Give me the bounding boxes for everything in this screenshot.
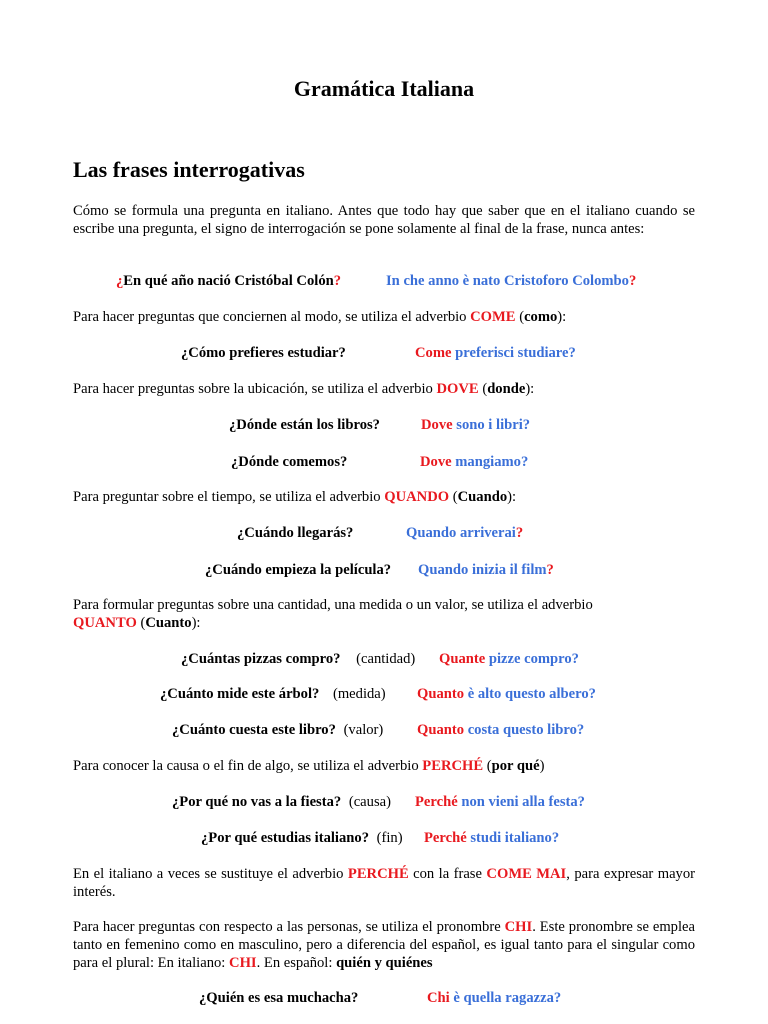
example-it-text: preferisci studiare?	[451, 345, 576, 361]
paren-close: )	[539, 758, 545, 774]
question-mark-open: ¿	[116, 273, 124, 289]
dove-text: Para hacer preguntas sobre la ubicación, se utiliza el adverbio	[73, 381, 433, 397]
translation-cuando: Cuando	[457, 489, 508, 505]
keyword-perche: PERCHÉ	[347, 866, 409, 882]
example-es-text: ¿Cuánto mide este árbol?	[160, 686, 320, 702]
keyword-quando: QUANDO	[384, 489, 450, 505]
chi-text: Para hacer preguntas con respecto a las personas, se utiliza el pronombre	[73, 919, 501, 935]
example-keyword: Quanto	[417, 722, 465, 738]
example-perche1-it	[415, 793, 585, 811]
translation-como: como	[524, 309, 558, 325]
come-mai-text: En el italiano a veces se sustituye el adverbio	[73, 866, 344, 882]
example-it-text: Quando arriverai	[406, 525, 516, 541]
example-it-text: studi italiano?	[466, 830, 560, 846]
perche-paragraph	[73, 757, 695, 775]
example-note: (fin)	[376, 830, 403, 846]
example-chi-it	[427, 989, 561, 1007]
example-perche2-it	[424, 829, 559, 847]
translation-quien: quién y quiénes	[336, 955, 433, 971]
example-quando2-it	[418, 561, 554, 579]
perche-text: Para conocer la causa o el fin de algo, se utiliza el adverbio	[73, 758, 419, 774]
example-it-text: sono i libri?	[452, 417, 531, 433]
question-mark-it: ?	[546, 562, 554, 578]
example-it-text: è quella ragazza?	[449, 990, 562, 1006]
example-chi-es: ¿Quién es esa muchacha?	[199, 990, 359, 1006]
example-it-text: Quando inizia il film	[418, 562, 547, 578]
example-quanto3-it	[417, 721, 584, 739]
quando-text: Para preguntar sobre el tiempo, se utiliza el adverbio	[73, 489, 381, 505]
example-it-text: In che anno è nato Cristoforo Colombo	[386, 273, 629, 289]
example-quanto2-es	[160, 685, 386, 703]
example-quando1-it	[406, 524, 523, 542]
example-keyword: Dove	[420, 454, 452, 470]
paren-open: (	[486, 758, 492, 774]
example-es-text: ¿Cuántas pizzas compro?	[181, 651, 341, 667]
question-mark-it: ?	[628, 273, 637, 289]
example-note: (causa)	[348, 794, 391, 810]
example-it-text: costa questo libro?	[464, 722, 585, 738]
example-it-text: non vieni alla festa?	[457, 794, 585, 810]
keyword-quanto: QUANTO	[73, 615, 137, 631]
quanto-paragraph	[73, 596, 695, 632]
example-keyword: Dove	[421, 417, 453, 433]
example-dove1-es: ¿Dónde están los libros?	[229, 417, 380, 433]
section-heading: Las frases interrogativas	[73, 157, 305, 182]
come-paragraph	[73, 308, 695, 326]
chi-text: . Este pronombre se emplea tanto en femenino como en masculino, pero a diferencia del español, es igual tanto para el singular como para el plural: En italiano:	[73, 919, 695, 971]
paren-close: ):	[191, 615, 201, 631]
example-note: (cantidad)	[356, 651, 416, 667]
keyword-come-mai: COME MAI	[486, 866, 567, 882]
example-it-text: è alto questo albero?	[464, 686, 596, 702]
example-keyword: Quanto	[417, 686, 465, 702]
quanto-text: Para formular preguntas sobre una cantidad, una medida o un valor, se utiliza el adverbio	[73, 597, 593, 613]
translation-por-que: por qué	[491, 758, 540, 774]
keyword-come: COME	[470, 309, 516, 325]
paren-open: (	[140, 615, 146, 631]
example-note: (medida)	[332, 686, 386, 702]
example-quando1-es: ¿Cuándo llegarás?	[237, 525, 354, 541]
example-keyword: Come	[415, 345, 452, 361]
keyword-chi: CHI	[504, 919, 533, 935]
example-es-text: En qué año nació Cristóbal Colón	[123, 273, 334, 289]
keyword-dove: DOVE	[436, 381, 479, 397]
paren-open: (	[519, 309, 525, 325]
example-keyword: Perché	[415, 794, 458, 810]
intro-paragraph: Cómo se formula una pregunta en italiano. Antes que todo hay que saber que en el italiano cuando se escribe una pregunta, el signo de interrogación se pone solamente al final de la frase, nunca antes:	[73, 203, 695, 237]
example-dove1-it	[421, 416, 530, 434]
example-quanto1-es	[181, 650, 415, 668]
example-dove2-es: ¿Dónde comemos?	[231, 454, 348, 470]
example-it-text: mangiamo?	[451, 454, 529, 470]
example-es-text: ¿Por qué estudias italiano?	[201, 830, 369, 846]
example-keyword: Perché	[424, 830, 467, 846]
example-quanto1-it	[439, 650, 579, 668]
paren-close: ):	[557, 309, 567, 325]
chi-paragraph	[73, 918, 695, 972]
dove-paragraph	[73, 380, 695, 398]
example-es-text: ¿Por qué no vas a la fiesta?	[172, 794, 342, 810]
example-it-text: pizze compro?	[485, 651, 579, 667]
translation-donde: donde	[487, 381, 526, 397]
example-keyword: Quante	[439, 651, 486, 667]
come-mai-paragraph	[73, 865, 695, 901]
paren-open: (	[452, 489, 458, 505]
quando-paragraph	[73, 488, 695, 506]
paren-open: (	[482, 381, 488, 397]
example-perche1-es	[172, 793, 391, 811]
example-perche2-es	[201, 829, 403, 847]
chi-text: . En español:	[256, 955, 333, 971]
paren-close: ):	[525, 381, 535, 397]
example-note: (valor)	[343, 722, 384, 738]
document-title: Gramática Italiana	[293, 76, 475, 101]
example-quanto2-it	[417, 685, 596, 703]
keyword-perche: PERCHÉ	[422, 758, 484, 774]
example-es-text: ¿Cuánto cuesta este libro?	[172, 722, 336, 738]
translation-cuanto: Cuanto	[145, 615, 192, 631]
example-quando2-es: ¿Cuándo empieza la película?	[205, 562, 392, 578]
example-come-es: ¿Cómo prefieres estudiar?	[181, 345, 346, 361]
example-colon-it	[386, 272, 636, 290]
question-mark-it: ?	[515, 525, 524, 541]
example-dove2-it	[420, 453, 528, 471]
example-quanto3-es	[172, 721, 383, 739]
keyword-chi: CHI	[229, 955, 257, 971]
come-mai-text: con la frase	[413, 866, 482, 882]
paren-close: ):	[507, 489, 517, 505]
come-mai-text: , para expresar mayor interés.	[73, 866, 696, 900]
question-mark-close: ?	[333, 273, 342, 289]
example-come-it	[415, 344, 576, 362]
example-keyword: Chi	[427, 990, 450, 1006]
come-text: Para hacer preguntas que conciernen al modo, se utiliza el adverbio	[73, 309, 467, 325]
example-colon-es	[116, 272, 341, 290]
